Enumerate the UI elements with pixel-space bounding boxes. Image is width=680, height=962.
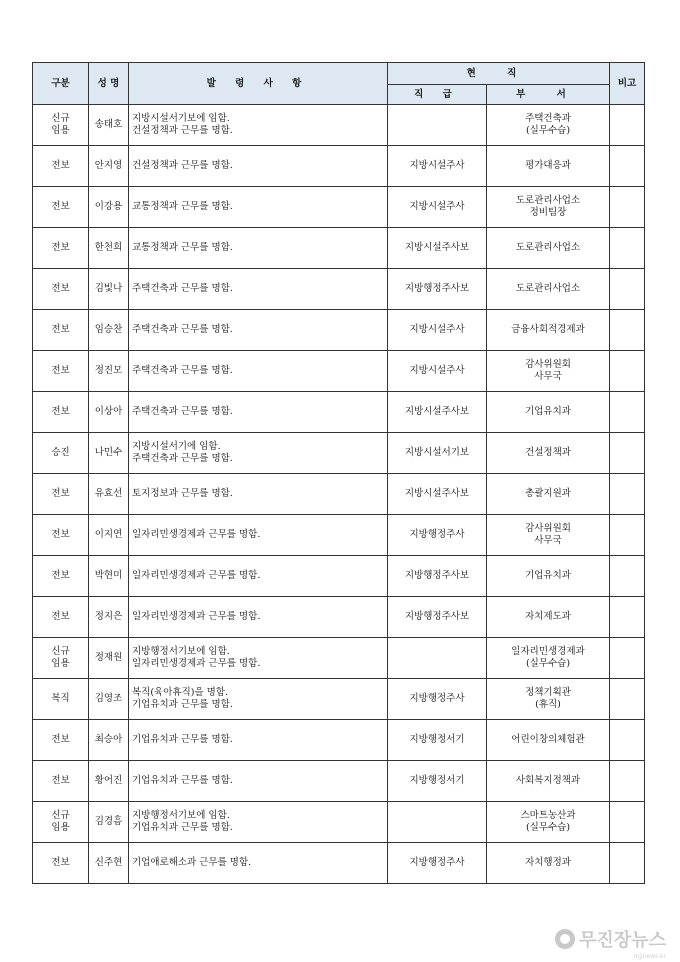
dept-cell — [487, 269, 610, 310]
order-cell-line: 기업유치과 근무를 명함. — [132, 822, 233, 833]
rank-cell: 지방시설서기보 — [388, 433, 487, 474]
category-cell-line: 전보 — [51, 406, 70, 417]
order-cell-line: 일자리민생경제과 근무를 명함. — [132, 658, 261, 669]
note-cell — [610, 310, 645, 351]
order-cell — [129, 433, 388, 474]
category-cell-line: 승진 — [51, 447, 70, 458]
dept-cell-line: (휴직) — [535, 699, 561, 710]
dept-cell — [487, 310, 610, 351]
order-cell-line: 기업유치과 근무를 명함. — [132, 699, 233, 710]
rank-cell: 지방행정주사 — [388, 515, 487, 556]
table-row — [33, 392, 645, 433]
category-cell-line: 전보 — [51, 324, 70, 335]
category-cell-line: 임용 — [51, 822, 70, 833]
dept-cell — [487, 556, 610, 597]
category-cell-line: 복직 — [51, 693, 70, 704]
category-cell — [33, 720, 89, 761]
rank-cell: 지방행정주사보 — [388, 597, 487, 638]
rank-cell: 지방행정주사 — [388, 679, 487, 720]
name-cell: 박현미 — [89, 556, 129, 597]
order-cell — [129, 105, 388, 146]
category-cell-line: 임용 — [51, 658, 70, 669]
note-cell — [610, 679, 645, 720]
table-row — [33, 638, 645, 679]
note-cell — [610, 720, 645, 761]
category-cell-line: 신규 — [51, 810, 70, 821]
dept-cell — [487, 761, 610, 802]
order-cell-line: 주택건축과 근무를 명함. — [132, 453, 233, 464]
name-cell: 이강용 — [89, 187, 129, 228]
name-cell: 김영조 — [89, 679, 129, 720]
note-cell — [610, 761, 645, 802]
order-cell-line: 주택건축과 근무를 명함. — [132, 406, 233, 417]
category-cell — [33, 351, 89, 392]
order-cell-line: 건설정책과 근무를 명함. — [132, 160, 233, 171]
table-row — [33, 269, 645, 310]
dept-cell-line: 도로관리사업소 — [515, 195, 581, 206]
dept-cell-line: 건설정책과 — [525, 447, 571, 458]
order-cell — [129, 679, 388, 720]
category-cell — [33, 310, 89, 351]
personnel-table — [32, 62, 645, 884]
dept-cell-line: (실무수습) — [525, 822, 571, 833]
dept-cell — [487, 474, 610, 515]
watermark — [555, 926, 666, 952]
category-cell — [33, 802, 89, 843]
order-cell — [129, 515, 388, 556]
header-name: 성 명 — [89, 63, 129, 105]
dept-cell — [487, 433, 610, 474]
category-cell — [33, 474, 89, 515]
note-cell — [610, 556, 645, 597]
name-cell: 이지연 — [89, 515, 129, 556]
dept-cell-line: 사회복지정책과 — [515, 775, 581, 786]
order-cell — [129, 351, 388, 392]
table-row — [33, 310, 645, 351]
category-cell-line: 전보 — [51, 488, 70, 499]
dept-cell-line: 자치제도과 — [525, 611, 571, 622]
order-cell — [129, 843, 388, 884]
dept-cell-line: 정책기획관 — [525, 687, 571, 698]
order-cell — [129, 761, 388, 802]
table-row — [33, 802, 645, 843]
dept-cell — [487, 515, 610, 556]
category-cell — [33, 146, 89, 187]
header-note: 비고 — [610, 63, 645, 105]
category-cell-line: 전보 — [51, 242, 70, 253]
header-rank: 직 급 — [388, 85, 487, 105]
order-cell-line: 건설정책과 근무를 명함. — [132, 125, 233, 136]
note-cell — [610, 351, 645, 392]
note-cell — [610, 228, 645, 269]
dept-cell — [487, 146, 610, 187]
order-cell-line: 지방시설서기에 임함. — [132, 441, 221, 452]
dept-cell-line: 감사위원회 — [525, 359, 571, 370]
name-cell: 최승아 — [89, 720, 129, 761]
order-cell-line: 복직(육아휴직)을 명함. — [132, 687, 229, 698]
category-cell — [33, 638, 89, 679]
dept-cell — [487, 351, 610, 392]
note-cell — [610, 433, 645, 474]
order-cell-line: 주택건축과 근무를 명함. — [132, 365, 233, 376]
category-cell-line: 임용 — [51, 125, 70, 136]
order-cell — [129, 187, 388, 228]
note-cell — [610, 269, 645, 310]
category-cell-line: 신규 — [51, 113, 70, 124]
category-cell-line: 전보 — [51, 857, 70, 868]
dept-cell-line: 평가대응과 — [525, 160, 571, 171]
dept-cell-line: 총괄지원과 — [525, 488, 571, 499]
header-current: 현 직 — [388, 63, 610, 85]
category-cell — [33, 556, 89, 597]
name-cell: 유효선 — [89, 474, 129, 515]
dept-cell — [487, 843, 610, 884]
dept-cell-line: 정비팀장 — [529, 207, 567, 218]
dept-cell — [487, 597, 610, 638]
watermark-logo-icon — [555, 929, 575, 949]
rank-cell — [388, 638, 487, 679]
category-cell-line: 전보 — [51, 611, 70, 622]
dept-cell — [487, 392, 610, 433]
category-cell-line: 전보 — [51, 734, 70, 745]
rank-cell: 지방행정서기 — [388, 761, 487, 802]
order-cell-line: 일자리민생경제과 근무를 명함. — [132, 570, 261, 581]
name-cell: 안지영 — [89, 146, 129, 187]
name-cell: 김빛나 — [89, 269, 129, 310]
table-row — [33, 187, 645, 228]
note-cell — [610, 515, 645, 556]
order-cell-line: 기업유치과 근무를 명함. — [132, 775, 233, 786]
order-cell-line: 교통정책과 근무를 명함. — [132, 242, 233, 253]
order-cell-line: 지방행정서기보에 임함. — [132, 810, 230, 821]
dept-cell — [487, 720, 610, 761]
note-cell — [610, 474, 645, 515]
table-row — [33, 433, 645, 474]
rank-cell: 지방시설주사 — [388, 310, 487, 351]
category-cell-line: 신규 — [51, 646, 70, 657]
category-cell — [33, 269, 89, 310]
note-cell — [610, 187, 645, 228]
name-cell: 정지은 — [89, 597, 129, 638]
category-cell — [33, 515, 89, 556]
order-cell — [129, 228, 388, 269]
rank-cell: 지방시설주사보 — [388, 392, 487, 433]
name-cell: 김경흠 — [89, 802, 129, 843]
order-cell — [129, 474, 388, 515]
table-row — [33, 474, 645, 515]
dept-cell — [487, 228, 610, 269]
order-cell — [129, 802, 388, 843]
dept-cell — [487, 638, 610, 679]
order-cell-line: 토지정보과 근무를 명함. — [132, 488, 233, 499]
dept-cell-line: 도로관리사업소 — [515, 242, 581, 253]
category-cell — [33, 597, 89, 638]
category-cell — [33, 679, 89, 720]
table-row — [33, 351, 645, 392]
dept-cell-line: 스마트농산과 — [520, 810, 576, 821]
category-cell — [33, 228, 89, 269]
dept-cell — [487, 105, 610, 146]
order-cell-line: 주택건축과 근무를 명함. — [132, 324, 233, 335]
order-cell — [129, 638, 388, 679]
rank-cell: 지방행정주사 — [388, 843, 487, 884]
order-cell-line: 교통정책과 근무를 명함. — [132, 201, 233, 212]
table-row — [33, 146, 645, 187]
dept-cell-line: (실무수습) — [525, 125, 571, 136]
name-cell: 정진모 — [89, 351, 129, 392]
name-cell: 송태호 — [89, 105, 129, 146]
table-row — [33, 597, 645, 638]
dept-cell-line: 금융사회적경제과 — [511, 324, 585, 335]
order-cell-line: 주택건축과 근무를 명함. — [132, 283, 233, 294]
dept-cell-line: 도로관리사업소 — [515, 283, 581, 294]
category-cell — [33, 392, 89, 433]
note-cell — [610, 392, 645, 433]
order-cell-line: 지방행정서기보에 임함. — [132, 646, 230, 657]
header-dept: 부 서 — [487, 85, 610, 105]
name-cell: 한천희 — [89, 228, 129, 269]
name-cell: 이상아 — [89, 392, 129, 433]
dept-cell-line: 일자리민생경제과 — [511, 646, 585, 657]
dept-cell-line: 자치행정과 — [525, 857, 571, 868]
table-row — [33, 105, 645, 146]
order-cell — [129, 720, 388, 761]
note-cell — [610, 597, 645, 638]
order-cell-line: 기업애로해소과 근무를 명함. — [132, 857, 252, 868]
dept-cell-line: 사무국 — [534, 371, 562, 382]
rank-cell: 지방행정주사보 — [388, 556, 487, 597]
order-cell — [129, 269, 388, 310]
order-cell — [129, 556, 388, 597]
dept-cell — [487, 802, 610, 843]
dept-cell-line: 사무국 — [534, 535, 562, 546]
rank-cell — [388, 802, 487, 843]
category-cell-line: 전보 — [51, 201, 70, 212]
category-cell-line: 전보 — [51, 775, 70, 786]
table-row — [33, 761, 645, 802]
category-cell — [33, 843, 89, 884]
table-body — [33, 105, 645, 884]
category-cell — [33, 105, 89, 146]
name-cell: 나민수 — [89, 433, 129, 474]
name-cell: 황어진 — [89, 761, 129, 802]
order-cell — [129, 392, 388, 433]
rank-cell: 지방행정서기 — [388, 720, 487, 761]
note-cell — [610, 146, 645, 187]
rank-cell: 지방행정주사보 — [388, 269, 487, 310]
rank-cell: 지방시설주사보 — [388, 474, 487, 515]
watermark-url: mjjnews.kr — [633, 953, 666, 960]
order-cell-line: 기업유치과 근무를 명함. — [132, 734, 233, 745]
dept-cell — [487, 187, 610, 228]
rank-cell: 지방시설주사 — [388, 187, 487, 228]
rank-cell: 지방시설주사보 — [388, 228, 487, 269]
category-cell-line: 전보 — [51, 365, 70, 376]
table-row — [33, 679, 645, 720]
category-cell — [33, 433, 89, 474]
dept-cell-line: (실무수습) — [525, 658, 571, 669]
note-cell — [610, 638, 645, 679]
dept-cell — [487, 679, 610, 720]
order-cell-line: 일자리민생경제과 근무를 명함. — [132, 529, 261, 540]
category-cell-line: 전보 — [51, 283, 70, 294]
order-cell-line: 일자리민생경제과 근무를 명함. — [132, 611, 261, 622]
table-row — [33, 843, 645, 884]
order-cell-line: 지방시설서기보에 임함. — [132, 113, 230, 124]
category-cell-line: 전보 — [51, 160, 70, 171]
name-cell: 임승찬 — [89, 310, 129, 351]
category-cell-line: 전보 — [51, 570, 70, 581]
dept-cell-line: 기업유치과 — [525, 570, 571, 581]
dept-cell-line: 감사위원회 — [525, 523, 571, 534]
table-row — [33, 515, 645, 556]
table-row — [33, 720, 645, 761]
order-cell — [129, 310, 388, 351]
watermark-text: 무진장뉴스 — [579, 930, 666, 951]
table-row — [33, 228, 645, 269]
category-cell-line: 전보 — [51, 529, 70, 540]
dept-cell-line: 어린이창의체험관 — [511, 734, 585, 745]
note-cell — [610, 843, 645, 884]
dept-cell-line: 주택건축과 — [525, 113, 571, 124]
note-cell — [610, 105, 645, 146]
dept-cell-line: 기업유치과 — [525, 406, 571, 417]
header-category: 구분 — [33, 63, 89, 105]
name-cell: 신주현 — [89, 843, 129, 884]
rank-cell: 지방시설주사 — [388, 146, 487, 187]
category-cell — [33, 187, 89, 228]
category-cell — [33, 761, 89, 802]
name-cell: 정재원 — [89, 638, 129, 679]
rank-cell — [388, 105, 487, 146]
table-row — [33, 556, 645, 597]
order-cell — [129, 146, 388, 187]
rank-cell: 지방시설주사 — [388, 351, 487, 392]
note-cell — [610, 802, 645, 843]
header-order: 발 령 사 항 — [129, 63, 388, 105]
order-cell — [129, 597, 388, 638]
